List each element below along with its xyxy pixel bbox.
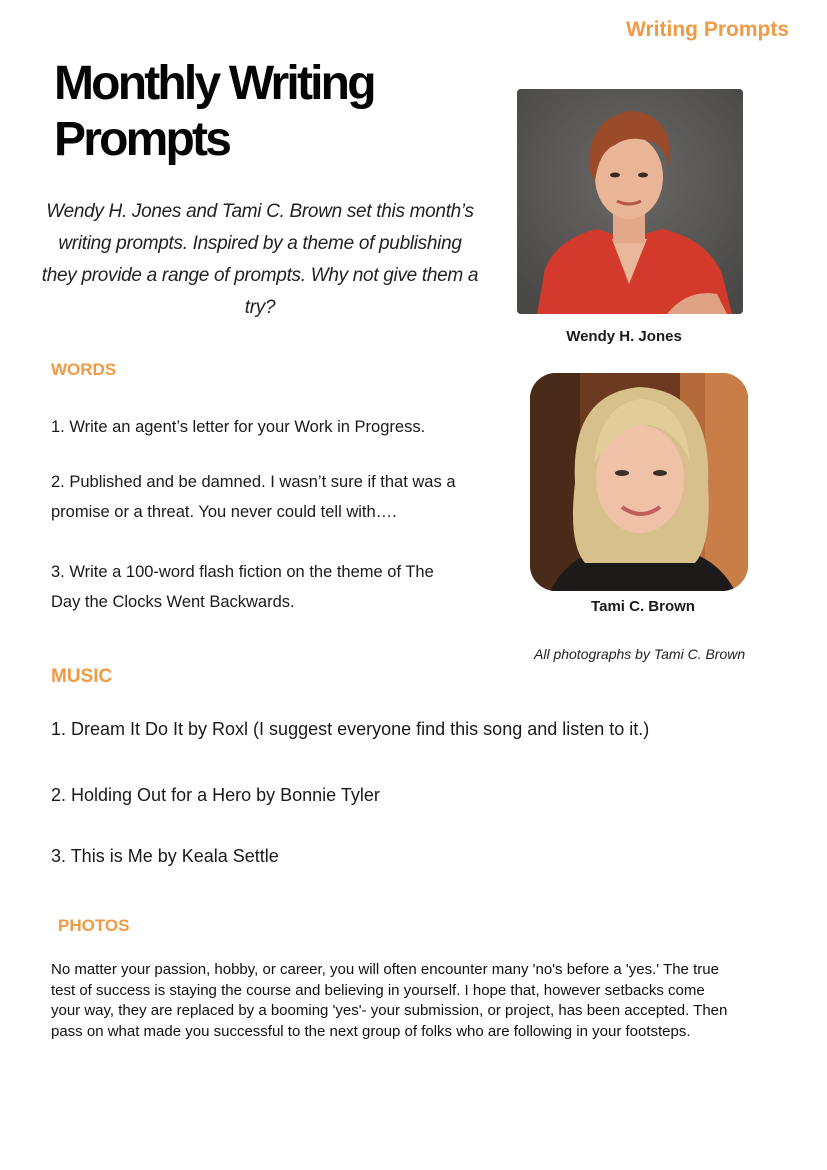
photos-body: No matter your passion, hobby, or career, you will often encounter many 'no's before a 'yes.' The true test of success is staying the course and believing in yourself. I hope that, however setbacks come your way, they are replaced by a booming 'yes'- your submission, or project, has been accepted. Then pass on what made you successful to the next group of folks who are following in your footsteps. xyxy=(51,961,728,1040)
list-item: 1. Dream It Do It by Roxl (I suggest everyone find this song and listen to it.) xyxy=(51,719,650,739)
photos-heading: PHOTOS xyxy=(58,916,130,935)
list-item: 1. Write an agent’s letter for your Work in Progress. xyxy=(51,418,426,436)
tami-photo xyxy=(530,373,748,591)
photo-credit: All photographs by Tami C. Brown xyxy=(534,646,746,662)
page-title: Monthly Writing Prompts xyxy=(54,57,374,166)
music-heading: MUSIC xyxy=(51,666,113,687)
list-item: 3. Write a 100-word flash fiction on the theme of The Day the Clocks Went Backwards. xyxy=(51,563,434,611)
list-item: 2. Holding Out for a Hero by Bonnie Tyler xyxy=(51,785,380,805)
intro-text: Wendy H. Jones and Tami C. Brown set this month’s writing prompts. Inspired by a theme of publishing they provide a range of prompts. Why not give them a try? xyxy=(41,201,479,318)
tami-caption: Tami C. Brown xyxy=(591,598,695,615)
section-tag: Writing Prompts xyxy=(626,18,789,41)
wendy-caption: Wendy H. Jones xyxy=(566,328,682,345)
wendy-photo xyxy=(517,89,743,314)
wendy-portrait-illustration xyxy=(517,89,743,314)
list-item: 3. This is Me by Keala Settle xyxy=(51,846,279,866)
list-item: 2. Published and be damned. I wasn’t sure if that was a promise or a threat. You never could tell with…. xyxy=(51,473,456,521)
tami-portrait-illustration xyxy=(530,373,748,591)
words-heading: WORDS xyxy=(51,360,117,379)
